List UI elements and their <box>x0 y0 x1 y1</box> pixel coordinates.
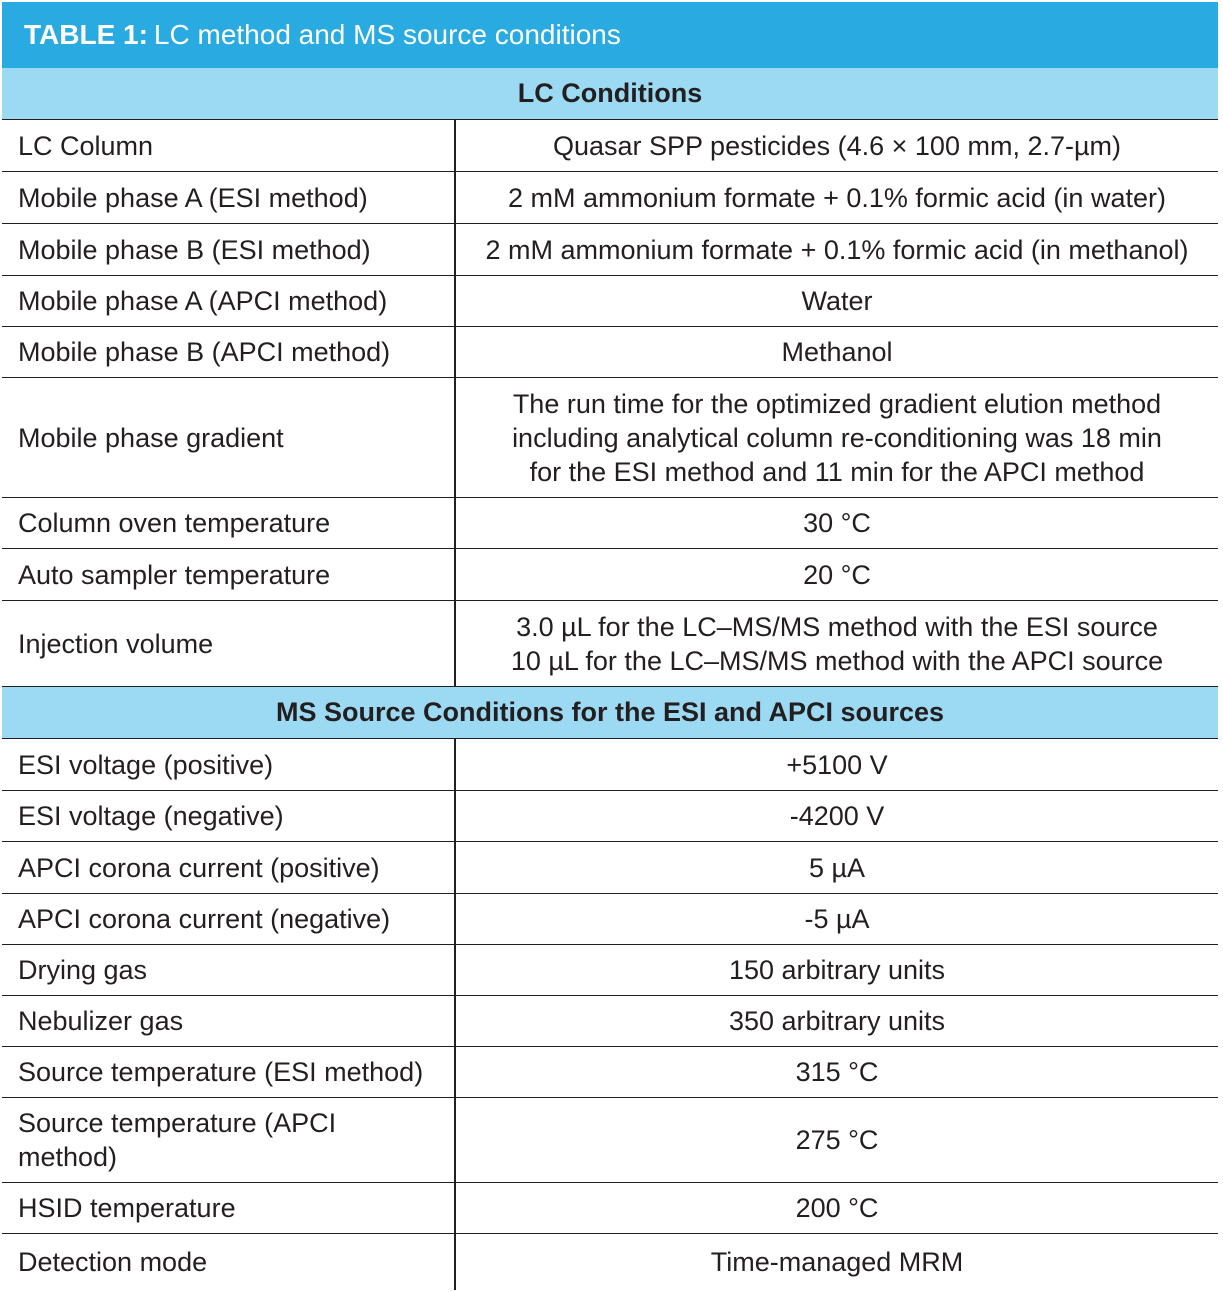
ms-conditions-rows <box>2 739 1218 1290</box>
table-number: TABLE 1: <box>24 19 148 50</box>
value-line: Water <box>801 286 873 316</box>
conditions-table <box>2 2 1218 1290</box>
value-line: Methanol <box>781 337 893 367</box>
value-cell <box>456 224 1218 275</box>
section-heading-lc: LC Conditions <box>2 68 1218 120</box>
table-row <box>2 224 1218 276</box>
table-row <box>2 276 1218 327</box>
table-row <box>2 601 1218 687</box>
value-line: -4200 V <box>789 801 885 831</box>
parameter-cell: Source temperature (APCI method) <box>2 1098 456 1182</box>
value-cell <box>456 996 1218 1046</box>
value-cell <box>456 894 1218 944</box>
parameter-cell: Mobile phase B (APCI method) <box>2 327 456 377</box>
value-cell <box>456 120 1218 171</box>
parameter-cell: Auto sampler temperature <box>2 549 456 600</box>
parameter-cell: Drying gas <box>2 945 456 995</box>
value-cell <box>456 549 1218 600</box>
parameter-cell: ESI voltage (negative) <box>2 791 456 841</box>
value-cell <box>456 1098 1218 1182</box>
table-caption: LC method and MS source conditions <box>153 19 621 50</box>
value-cell <box>456 327 1218 377</box>
parameter-cell: Mobile phase B (ESI method) <box>2 224 456 275</box>
table-row <box>2 894 1218 945</box>
table-row <box>2 1098 1218 1183</box>
value-line: The run time for the optimized gradient elution method <box>512 388 1162 419</box>
parameter-cell: ESI voltage (positive) <box>2 739 456 790</box>
value-cell <box>456 739 1218 790</box>
value-line: Time-managed MRM <box>710 1247 964 1277</box>
value-line: 20 °C <box>803 559 871 590</box>
value-cell <box>456 945 1218 995</box>
table-row <box>2 172 1218 224</box>
value-line: 2 mM ammonium formate + 0.1% formic acid (in methanol) <box>485 234 1189 265</box>
lc-conditions-rows <box>2 120 1218 687</box>
table-row <box>2 498 1218 549</box>
value-line: 30 °C <box>803 508 871 538</box>
parameter-cell: Column oven temperature <box>2 498 456 548</box>
value-line: 200 °C <box>795 1193 879 1223</box>
parameter-cell: APCI corona current (negative) <box>2 894 456 944</box>
value-line: -5 µA <box>804 904 870 934</box>
table-row <box>2 1234 1218 1290</box>
value-cell <box>456 1047 1218 1097</box>
value-line: 350 arbitrary units <box>728 1006 946 1036</box>
value-line: 10 µL for the LC–MS/MS method with the APCI source <box>510 645 1164 676</box>
value-cell <box>456 498 1218 548</box>
parameter-cell: Nebulizer gas <box>2 996 456 1046</box>
value-line: 3.0 µL for the LC–MS/MS method with the ESI source <box>516 611 1158 642</box>
value-line: including analytical column re-conditioning was 18 min <box>512 422 1162 453</box>
parameter-cell: LC Column <box>2 120 456 171</box>
value-line: 275 °C <box>795 1125 879 1155</box>
table-row <box>2 1047 1218 1098</box>
table-row <box>2 1183 1218 1234</box>
table-row <box>2 739 1218 791</box>
table-row <box>2 120 1218 172</box>
section-heading-ms: MS Source Conditions for the ESI and APCI sources <box>2 687 1218 739</box>
value-cell <box>456 842 1218 893</box>
value-line: +5100 V <box>786 749 888 780</box>
parameter-cell: Mobile phase gradient <box>2 378 456 497</box>
table-row <box>2 327 1218 378</box>
table-row <box>2 996 1218 1047</box>
value-cell <box>456 276 1218 326</box>
value-line: Quasar SPP pesticides (4.6 × 100 mm, 2.7-µm) <box>552 130 1122 161</box>
table-row <box>2 549 1218 601</box>
parameter-cell: Mobile phase A (APCI method) <box>2 276 456 326</box>
value-cell <box>456 601 1218 686</box>
table-row <box>2 791 1218 842</box>
value-cell <box>456 791 1218 841</box>
parameter-cell: HSID temperature <box>2 1183 456 1233</box>
parameter-cell: Detection mode <box>2 1234 456 1290</box>
value-line: 5 µA <box>808 852 866 883</box>
value-line: 315 °C <box>795 1057 879 1087</box>
value-cell <box>456 172 1218 223</box>
value-cell <box>456 378 1218 497</box>
table-row <box>2 842 1218 894</box>
parameter-cell: APCI corona current (positive) <box>2 842 456 893</box>
table-row <box>2 378 1218 498</box>
value-line: for the ESI method and 11 min for the APCI method <box>529 456 1145 487</box>
parameter-cell: Source temperature (ESI method) <box>2 1047 456 1097</box>
table-title <box>2 2 1218 68</box>
table-row <box>2 945 1218 996</box>
value-cell <box>456 1234 1218 1290</box>
value-line: 2 mM ammonium formate + 0.1% formic acid (in water) <box>508 182 1166 213</box>
value-cell <box>456 1183 1218 1233</box>
parameter-cell: Injection volume <box>2 601 456 686</box>
parameter-cell: Mobile phase A (ESI method) <box>2 172 456 223</box>
value-line: 150 arbitrary units <box>728 955 946 985</box>
